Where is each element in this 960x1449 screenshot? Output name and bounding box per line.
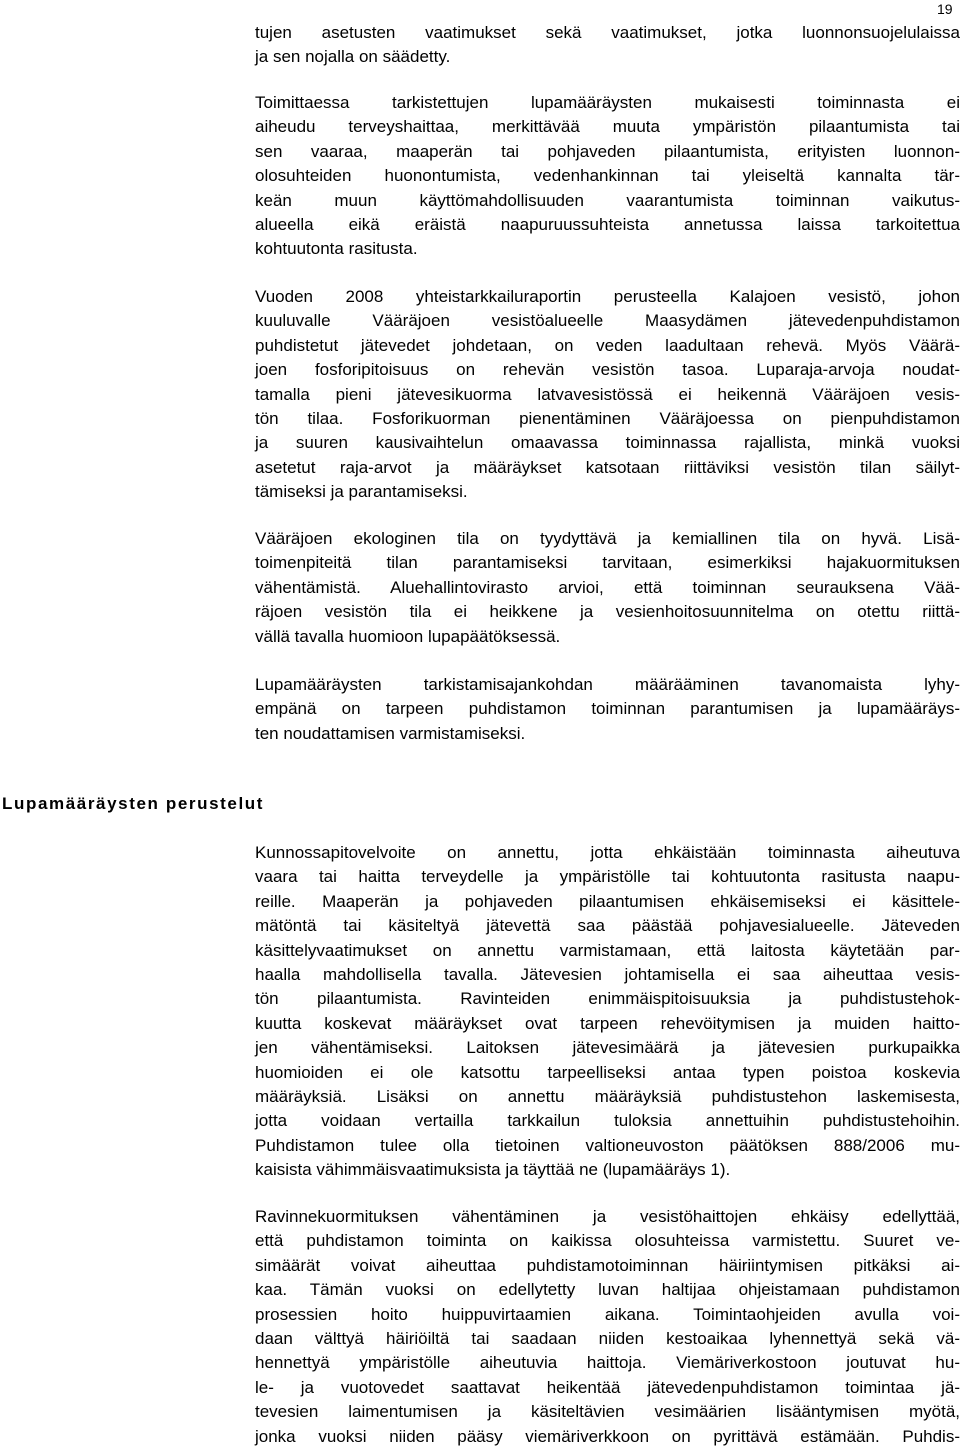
text-line: haalla mahdollisella tavalla. Jätevesien johtamisella ei saa aiheuttaa vesis- — [255, 965, 960, 985]
text-line: tujen asetusten vaatimukset sekä vaatimukset, jotka luonnonsuojelulaissa — [255, 23, 960, 42]
text-line: Lupamääräysten tarkistamisajankohdan määrääminen tavanomaista lyhy- — [255, 675, 960, 694]
paragraph-monitoring-report — [255, 285, 960, 505]
text-line: ja sen nojalla on säädetty. — [255, 47, 451, 67]
text-line: olosuhteiden huonontumista, vedenhankinnan tai yleiseltä kannalta tär- — [255, 166, 960, 186]
paragraph-impact-assessment — [255, 91, 960, 262]
text-line: käsittelyvaatimukset on annettu varmistamaan, että laitosta käytetään par- — [255, 940, 960, 960]
paragraph-ecological-status — [255, 527, 960, 649]
text-line: vaara tai haitta terveydelle ja ympäristölle tai kohtuutonta rasitusta naapu- — [255, 867, 960, 887]
text-line: aiheudu terveyshaittaa, merkittävää muuta ympäristön pilaantumista tai — [255, 117, 960, 137]
text-line: Toimittaessa tarkistettujen lupamääräysten mukaisesti toiminnasta ei — [255, 93, 960, 112]
paragraph-maintenance-obligation — [255, 841, 960, 1183]
text-line: Vuoden 2008 yhteistarkkailuraportin perusteella Kalajoen vesistö, johon — [255, 287, 960, 306]
text-line: hennettyä ympäristölle aiheutuvia haittoja. Viemäriverkostoon joutuvat hu- — [255, 1353, 960, 1373]
text-line: kaisista vähimmäisvaatimuksista ja täyttää ne (lupamääräys 1). — [255, 1160, 731, 1180]
text-line: kuuluvalle Vääräjoen vesistöalueelle Maasydämen jätevedenpuhdistamon — [255, 311, 960, 331]
text-line: keän muun käyttömahdollisuuden vaarantumista toiminnan vaikutus- — [255, 190, 960, 210]
text-line: reille. Maaperän ja pohjaveden pilaantumisen ehkäisemiseksi ei käsittele- — [255, 891, 960, 911]
paragraph-review-date — [255, 673, 960, 746]
text-line: jonka vuoksi niiden pääsy viemäriverkkoon on pyrittävä estämään. Puhdis- — [255, 1426, 960, 1446]
text-line: tön pilaantumista. Ravinteiden enimmäispitoisuuksia ja puhdistustehok- — [255, 989, 960, 1009]
page-number: 19 — [937, 1, 953, 17]
text-line: vällä tavalla huomioon lupapäätöksessä. — [255, 626, 561, 646]
text-line: prosessien hoito huippuvirtaamien aikana. Toimintaohjeiden avulla voi- — [255, 1304, 960, 1324]
section-heading: Lupamääräysten perustelut — [2, 794, 265, 813]
text-line: kaa. Tämän vuoksi on edellytetty luvan haltijaa ohjeistamaan puhdistamon — [255, 1280, 960, 1300]
text-line: Vääräjoen ekologinen tila on tyydyttävä ja kemiallinen tila on hyvä. Lisä- — [255, 529, 960, 548]
text-line: toimenpiteitä tilan parantamiseksi tarvitaan, esimerkiksi hajakuormituksen — [255, 553, 960, 573]
text-line: tamalla pieni jätevesikuorma latvavesistössä ei heikennä Vääräjoen vesis- — [255, 384, 960, 404]
paragraph-nutrient-load — [255, 1205, 960, 1449]
text-line: empänä on tarpeen puhdistamon toiminnan parantumisen ja lupamääräys- — [255, 699, 960, 719]
text-line: mätöntä tai käsiteltyä jätevettä saa päästää pohjavesialueelle. Jäteveden — [255, 916, 960, 936]
text-line: Puhdistamon tulee olla tietoinen valtioneuvoston päätöksen 888/2006 mu- — [255, 1135, 960, 1155]
text-line: että puhdistamon toiminta on kaikissa olosuhteissa varmistettu. Suuret ve- — [255, 1231, 960, 1251]
text-line: tön tilaa. Fosforikuorman pienentäminen Vääräjoessa on pienpuhdistamon — [255, 409, 960, 429]
text-line: simäärät voivat aiheuttaa puhdistamotoiminnan häiriintymisen pitkäksi ai- — [255, 1255, 960, 1275]
text-line: räjoen vesistön tila ei heikkene ja vesienhoitosuunnitelma on otettu riittä- — [255, 602, 960, 622]
text-line: ten noudattamisen varmistamiseksi. — [255, 723, 526, 743]
text-line: daan välttyä häiriöiltä tai saadaan niiden kestoaikaa lyhennettyä sekä vä- — [255, 1329, 960, 1349]
text-line: Ravinnekuormituksen vähentäminen ja vesistöhaittojen ehkäisy edellyttää, — [255, 1207, 960, 1226]
text-line: asetetut raja-arvot ja määräykset katsotaan riittäviksi vesistön tilan säilyt- — [255, 457, 960, 477]
text-line: joen fosforipitoisuus on rehevän vesistön tasoa. Luparaja-arvoja noudat- — [255, 360, 960, 380]
text-line: le- ja vuotovedet saattavat heikentää jätevedenpuhdistamon toimintaa jä- — [255, 1377, 960, 1397]
text-line: sen vaaraa, maaperän tai pohjaveden pilaantumista, erityisten luonnon- — [255, 141, 960, 161]
text-line: jen vähentämiseksi. Laitoksen jätevesimäärä ja jätevesien purkupaikka — [255, 1038, 960, 1058]
text-line: vähentämistä. Aluehallintovirasto arvioi, että toiminnan seurauksena Vää- — [255, 577, 960, 597]
text-line: määräyksiä. Lisäksi on annettu määräyksiä puhdistustehon laskemisesta, — [255, 1087, 960, 1107]
text-line: tämiseksi ja parantamiseksi. — [255, 482, 468, 502]
text-line: jotta voidaan vertailla tarkkailun tuloksia annettuihin puhdistustehoihin. — [255, 1111, 960, 1131]
text-line: kohtuutonta rasitusta. — [255, 239, 418, 259]
text-line: huomioiden ei ole katsottu tarpeelliseksi antaa typen poistoa koskevia — [255, 1062, 960, 1082]
text-line: puhdistetut jätevedet johdetaan, on veden laadultaan rehevä. Myös Väärä- — [255, 335, 960, 355]
text-line: ja suuren kausivaihtelun omaavassa toiminnassa rajallista, minkä vuoksi — [255, 433, 960, 453]
text-line: alueella eikä eräistä naapuruussuhteista annetussa laissa tarkoitettua — [255, 215, 960, 235]
text-line: Kunnossapitovelvoite on annettu, jotta ehkäistään toiminnasta aiheutuva — [255, 843, 960, 862]
paragraph-continuation — [255, 21, 960, 70]
text-line: kuutta koskevat määräykset ovat tarpeen rehevöitymisen ja muiden haitto- — [255, 1013, 960, 1033]
text-line: tevesien laimentumisen ja käsiteltävien vesimäärien lisääntymisen myötä, — [255, 1402, 960, 1422]
